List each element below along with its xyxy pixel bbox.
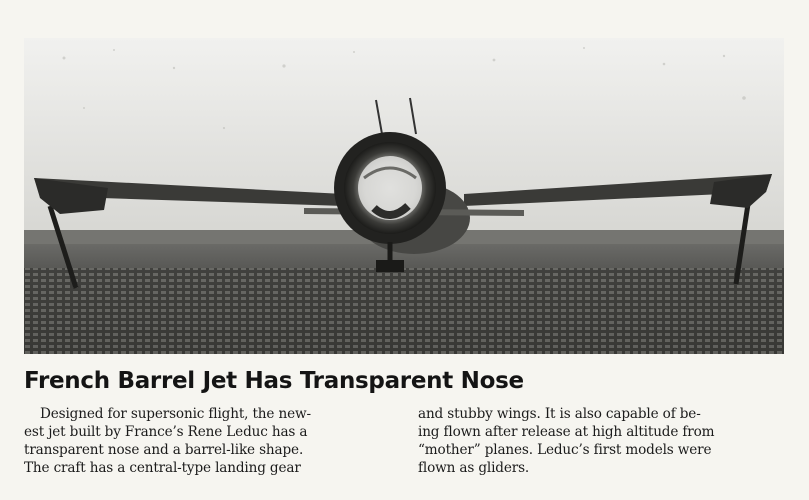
aircraft-photo-illustration [24,38,784,354]
article-body [24,405,786,477]
headline: French Barrel Jet Has Transparent Nose [24,368,524,394]
text-line: flown as gliders. [418,460,530,476]
text-line: transparent nose and a barrel-like shape. [24,442,304,458]
text-line: ing flown after release at high altitude from [418,424,715,440]
text-line: The craft has a central-type landing gear [24,460,301,476]
column-right [418,405,786,477]
text-line: Designed for supersonic flight, the new- [40,406,311,422]
column-left [24,405,392,477]
text-line: “mother” planes. Leduc’s first models were [418,442,712,458]
text-line: est jet built by France’s Rene Leduc has a [24,424,308,440]
text-line: and stubby wings. It is also capable of be- [418,406,701,422]
aircraft-photo [24,38,784,354]
